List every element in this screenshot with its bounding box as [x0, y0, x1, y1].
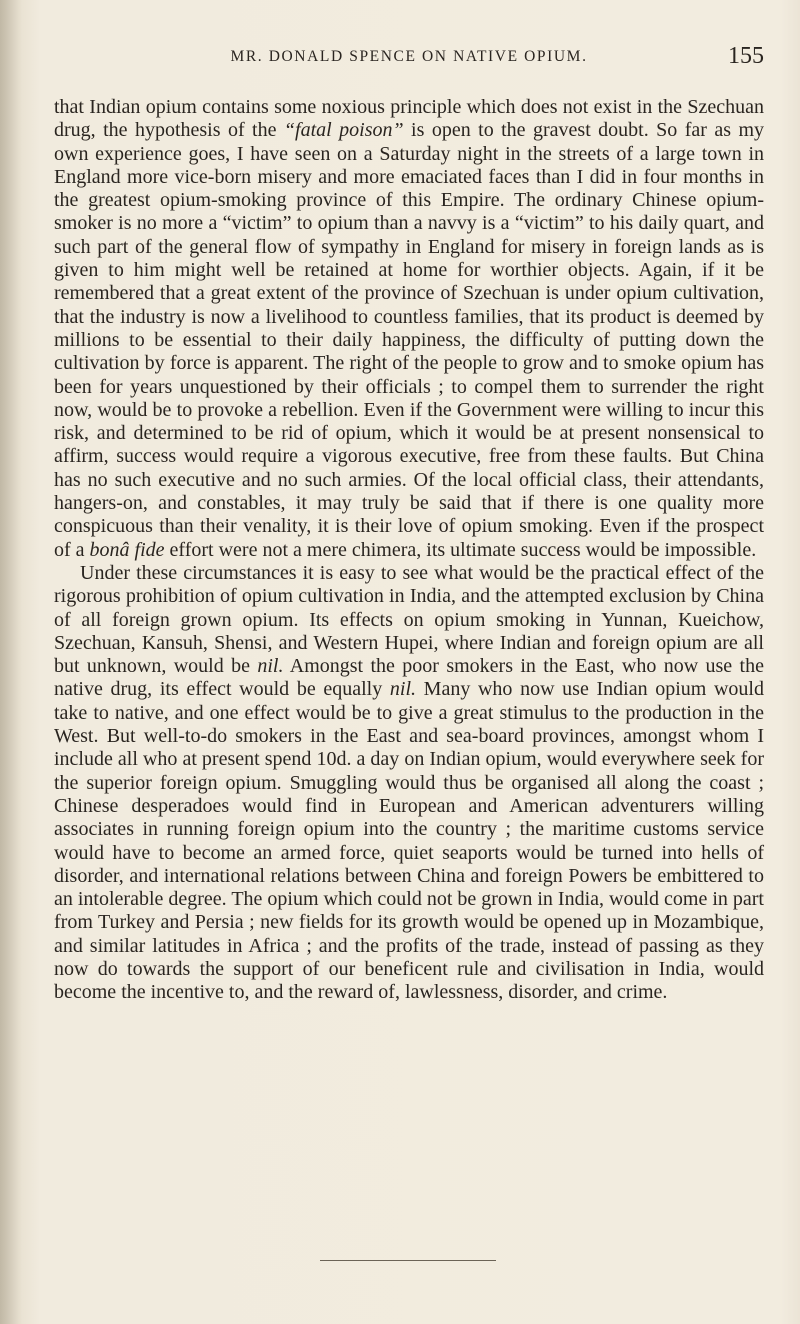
paragraph-1-text-c: effort were not a mere chimera, its ultimate success would be impossible.: [164, 538, 757, 561]
paragraph-1-text-a: that Indian opium contains some noxious principle which does not exist in the Szechuan drug, the hypothesis of the: [54, 96, 764, 142]
paragraph-1-italic-fatal-poison: “fatal poison”: [283, 119, 404, 142]
running-head: [54, 40, 764, 80]
running-title: MR. DONALD SPENCE ON NATIVE OPIUM.: [230, 48, 588, 65]
paragraph-2-text-b: Amongst the poor smokers in the East, who now use the native drug, its effect would be equally: [54, 655, 764, 701]
paragraph-2-text-c: Many who now use Indian opium would take to native, and one effect would be to give a great stimulus to the production in the West. But well-to-do smokers in the East and sea-board provinces, amongst whom I include all who at present spend 10d. a day on Indian opium, would everywhere seek for the superior foreign opium. Smuggling would thus be organised all along the coast ; Chinese desperadoes would find in European and American adventurers willing associates in running foreign opium into the country ; the maritime customs service would have to become an armed force, quiet seaports would be turned into hells of disorder, and international relations between China and foreign Powers be embittered to an intolerable degree. The opium which could not be grown in India, would come in part from Turkey and Persia ; new fields for its growth would be opened up in Mozambique, and similar latitudes in Africa ; and the profits of the trade, instead of passing as they now do towards the support of our beneficent rule and civilisation in India, would become the incentive to, and the reward of, lawlessness, disorder, and crime.: [54, 678, 764, 1004]
body-text: [54, 96, 764, 1005]
paragraph-2-text-a: Under these circumstances it is easy to see what would be the practical effect of the rigorous prohibition of opium cultivation in India, and the attempted exclusion by China of all foreign grown opium. Its effects on opium smoking in Yunnan, Kueichow, Szechuan, Kansuh, Shensi, and Western Hupei, where Indian and foreign opium are all but unknown, would be: [54, 561, 764, 678]
gutter-shadow: [0, 0, 22, 1324]
paragraph-2-italic-nil-1: nil.: [257, 655, 284, 678]
paragraph-1-italic-bona-fide: bonâ fide: [89, 538, 165, 561]
section-end-rule: [320, 1260, 496, 1261]
page-number: 155: [728, 43, 764, 69]
paragraph-2-italic-nil-2: nil.: [389, 678, 417, 701]
paragraph-2: [54, 562, 764, 1005]
paragraph-1-text-b: is open to the gravest doubt. So far as my own experience goes, I have seen on a Saturday night in the streets of a large town in England more vice-born misery and more emaciated faces than I did in four months in the greatest opium-smoking province of this Empire. The ordinary Chinese opium-smoker is no more a “victim” to opium than a navvy is a “victim” to his daily quart, and such part of the general flow of sympathy in England for misery in foreign lands as is given to him might well be retained at home for worthier objects. Again, if it be remembered that a great extent of the province of Szechuan is under opium cultivation, that the industry is now a livelihood to countless families, that its product is deemed by millions to be essential to their daily happiness, the difficulty of putting down the cultivation by force is apparent. The right of the people to grow and to smoke opium has been for years unquestioned by their officials ; to compel them to surrender the right now, would be to provoke a rebellion. Even if the Government were willing to incur this risk, and determined to be rid of opium, which it would be at present nonsensical to affirm, success would require a vigorous executive, free from these faults. But China has no such executive and no such armies. Of the local official class, their attendants, hangers-on, and constables, it may truly be said that if there is one quality more conspicuous than their venality, it is their love of opium smoking. Even if the prospect of a: [54, 119, 765, 561]
paragraph-1: [54, 96, 764, 562]
